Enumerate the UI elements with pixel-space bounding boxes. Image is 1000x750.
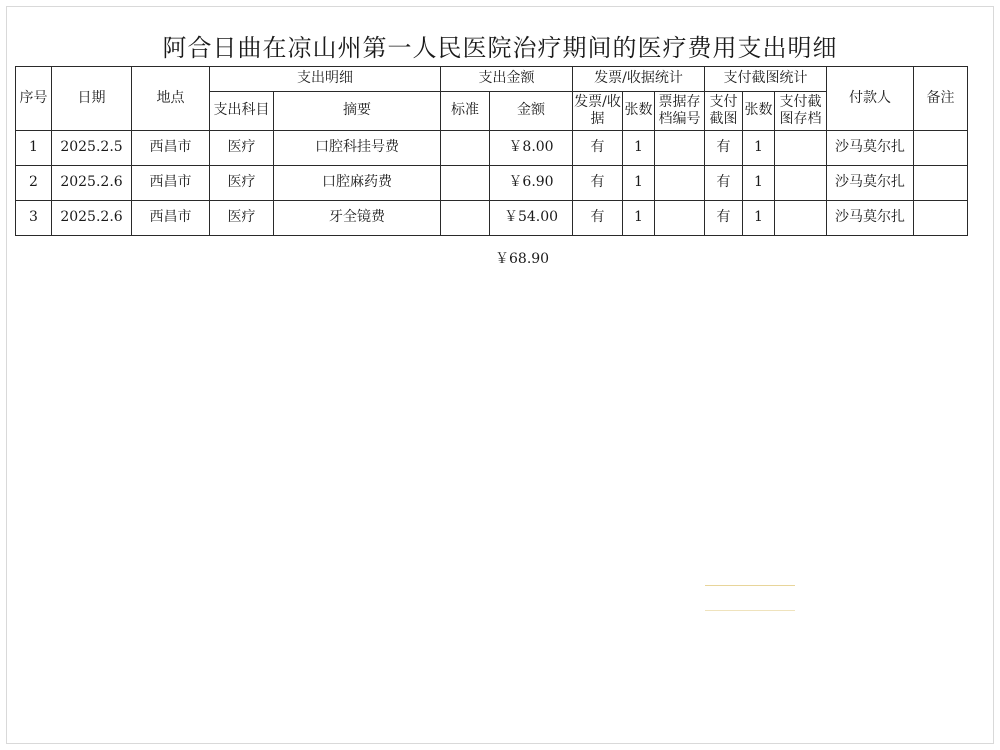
cell-remark bbox=[914, 201, 968, 236]
table-row bbox=[16, 131, 968, 166]
scan-artifact bbox=[705, 585, 795, 586]
cell-summary: 口腔科挂号费 bbox=[274, 131, 441, 166]
header-invoice-count: 张数 bbox=[623, 92, 655, 131]
cell-invoice-archive bbox=[655, 131, 705, 166]
header-group-invoice: 发票/收据统计 bbox=[573, 67, 705, 92]
cell-remark bbox=[914, 131, 968, 166]
header-standard: 标准 bbox=[441, 92, 490, 131]
cell-screenshot-count: 1 bbox=[743, 201, 775, 236]
cell-screenshot-archive bbox=[775, 201, 827, 236]
cell-date: 2025.2.6 bbox=[52, 166, 132, 201]
cell-invoice-archive bbox=[655, 201, 705, 236]
cell-remark bbox=[914, 166, 968, 201]
cell-screenshot: 有 bbox=[705, 166, 743, 201]
header-place: 地点 bbox=[132, 67, 210, 131]
cell-invoice: 有 bbox=[573, 131, 623, 166]
cell-invoice: 有 bbox=[573, 201, 623, 236]
cell-payer: 沙马莫尔扎 bbox=[827, 166, 914, 201]
header-screenshot-count: 张数 bbox=[743, 92, 775, 131]
cell-seq: 1 bbox=[16, 131, 52, 166]
cell-screenshot-archive bbox=[775, 131, 827, 166]
expense-table bbox=[15, 66, 968, 236]
cell-invoice-count: 1 bbox=[623, 201, 655, 236]
header-seq: 序号 bbox=[16, 67, 52, 131]
cell-subject: 医疗 bbox=[210, 166, 274, 201]
cell-place: 西昌市 bbox=[132, 201, 210, 236]
scan-artifact bbox=[705, 610, 795, 611]
header-summary: 摘要 bbox=[274, 92, 441, 131]
header-date: 日期 bbox=[52, 67, 132, 131]
cell-screenshot: 有 bbox=[705, 201, 743, 236]
cell-standard bbox=[441, 166, 490, 201]
cell-amount: ￥8.00 bbox=[490, 131, 573, 166]
cell-subject: 医疗 bbox=[210, 131, 274, 166]
header-screenshot: 支付截图 bbox=[705, 92, 743, 131]
cell-screenshot: 有 bbox=[705, 131, 743, 166]
header-invoice-archive: 票据存档编号 bbox=[655, 92, 705, 131]
cell-seq: 3 bbox=[16, 201, 52, 236]
header-group-screenshot: 支付截图统计 bbox=[705, 67, 827, 92]
total-amount: ￥68.90 bbox=[495, 251, 550, 267]
cell-summary: 牙全镜费 bbox=[274, 201, 441, 236]
header-invoice: 发票/收据 bbox=[573, 92, 623, 131]
header-group-detail: 支出明细 bbox=[210, 67, 441, 92]
header-screenshot-archive: 支付截图存档 bbox=[775, 92, 827, 131]
header-subject: 支出科目 bbox=[210, 92, 274, 131]
table-row bbox=[16, 201, 968, 236]
cell-seq: 2 bbox=[16, 166, 52, 201]
cell-standard bbox=[441, 201, 490, 236]
header-remark: 备注 bbox=[914, 67, 968, 131]
cell-amount: ￥6.90 bbox=[490, 166, 573, 201]
cell-payer: 沙马莫尔扎 bbox=[827, 131, 914, 166]
cell-screenshot-count: 1 bbox=[743, 166, 775, 201]
cell-invoice-count: 1 bbox=[623, 131, 655, 166]
cell-place: 西昌市 bbox=[132, 166, 210, 201]
cell-screenshot-count: 1 bbox=[743, 131, 775, 166]
header-amount: 金额 bbox=[490, 92, 573, 131]
cell-date: 2025.2.6 bbox=[52, 201, 132, 236]
cell-invoice-archive bbox=[655, 166, 705, 201]
cell-invoice-count: 1 bbox=[623, 166, 655, 201]
cell-screenshot-archive bbox=[775, 166, 827, 201]
cell-place: 西昌市 bbox=[132, 131, 210, 166]
header-group-amount: 支出金额 bbox=[441, 67, 573, 92]
cell-subject: 医疗 bbox=[210, 201, 274, 236]
cell-summary: 口腔麻药费 bbox=[274, 166, 441, 201]
header-payer: 付款人 bbox=[827, 67, 914, 131]
page-title: 阿合日曲在凉山州第一人民医院治疗期间的医疗费用支出明细 bbox=[162, 34, 838, 62]
cell-invoice: 有 bbox=[573, 166, 623, 201]
cell-payer: 沙马莫尔扎 bbox=[827, 201, 914, 236]
cell-amount: ￥54.00 bbox=[490, 201, 573, 236]
cell-date: 2025.2.5 bbox=[52, 131, 132, 166]
table-row bbox=[16, 166, 968, 201]
cell-standard bbox=[441, 131, 490, 166]
